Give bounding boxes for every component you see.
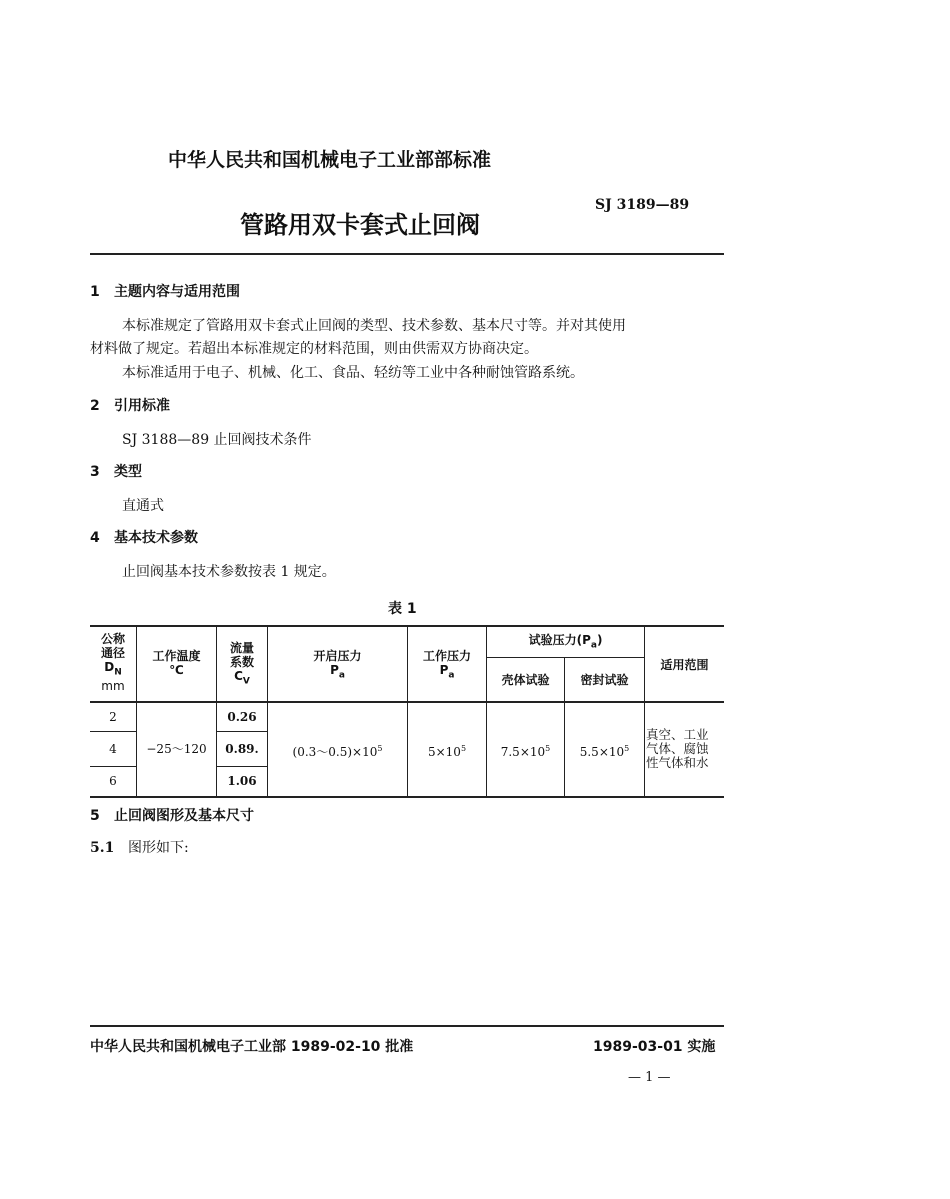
cell-seal-test: $5.5\times 10^5$ (579, 744, 630, 759)
table-row-line (216, 766, 267, 767)
section-1-paragraph-1-line-2: 材料做了规定。若超出本标准规定的材料范围，则由供需双方协商决定。 (90, 341, 538, 357)
table-caption: 表 1 (388, 601, 417, 617)
cell-flow: 0.26 (227, 710, 257, 724)
header-shell-test: 壳体试验 (501, 673, 550, 687)
standard-code: SJ 3189—89 (595, 197, 690, 213)
cell-flow: 0.89. (225, 742, 259, 756)
table-col-line (644, 625, 645, 797)
section-1-paragraph-2: 本标准适用于电子、机械、化工、食品、轻纺等工业中各种耐蚀管路系统。 (122, 365, 584, 381)
section-4-paragraph: 止回阀基本技术参数按表 1 规定。 (122, 564, 336, 580)
cell-dn: 2 (109, 710, 117, 724)
cell-working-pressure: $5\times 10^5$ (427, 744, 467, 759)
section-1-paragraph-1-line-1: 本标准规定了管路用双卡套式止回阀的类型、技术参数、基本尺寸等。并对其使用 (122, 318, 626, 334)
header-temperature: 工作温度 ℃ (152, 649, 201, 677)
cell-flow: 1.06 (227, 774, 257, 788)
header-scope: 适用范围 (660, 658, 709, 672)
table-row-line (216, 731, 267, 732)
section-number: 5 (90, 808, 100, 824)
section-number: 4 (90, 530, 100, 546)
header-dn: 公称 通径 $D_N$ mm (100, 632, 125, 694)
page-number: — 1 — (628, 1070, 671, 1085)
section-3-heading (90, 461, 142, 481)
section-title: 类型 (114, 464, 142, 480)
section-title: 止回阀图形及基本尺寸 (114, 808, 254, 824)
cell-opening-pressure: $(0.3\sim 0.5)\times 10^5$ (292, 744, 383, 759)
cell-temperature: −25～120 (146, 742, 207, 756)
section-3-paragraph: 直通式 (122, 498, 164, 514)
table-subheader-line (486, 657, 644, 658)
section-title: 引用标准 (114, 398, 170, 414)
section-2-paragraph: SJ 3188—89 止回阀技术条件 (122, 432, 312, 448)
header-working-pressure: 工作压力 $P_a$ (422, 649, 471, 681)
bottom-rule (90, 1025, 724, 1027)
top-rule (90, 253, 724, 255)
subsection-number: 5.1 (90, 840, 115, 856)
header-flow-coefficient: 流量 系数 $C_V$ (229, 641, 254, 687)
header-seal-test: 密封试验 (580, 673, 629, 687)
effective-date: 1989-03-01 实施 (593, 1039, 716, 1055)
cell-scope: 真空、工业 气体、腐蚀 性气体和水 (646, 727, 709, 770)
section-4-heading (90, 527, 198, 547)
table-row-line (90, 731, 136, 732)
ministry-title: 中华人民共和国机械电子工业部部标准 (168, 149, 492, 171)
header-test-pressure: 试验压力$(P_a)$ (528, 633, 603, 651)
section-2-heading (90, 395, 170, 415)
section-5-heading (90, 805, 254, 825)
section-5-1 (90, 837, 189, 857)
section-1-heading (90, 281, 240, 301)
section-number: 3 (90, 464, 100, 480)
subsection-text: 图形如下: (128, 840, 189, 856)
cell-dn: 4 (109, 742, 117, 756)
cell-shell-test: $7.5\times 10^5$ (500, 744, 551, 759)
section-title: 基本技术参数 (114, 530, 198, 546)
cell-dn: 6 (109, 774, 117, 788)
section-number: 1 (90, 284, 100, 300)
header-opening-pressure: 开启压力 $P_a$ (313, 649, 362, 681)
parameters-table (90, 625, 724, 797)
standard-title: 管路用双卡套式止回阀 (240, 211, 480, 239)
approval-line: 中华人民共和国机械电子工业部 1989-02-10 批准 (90, 1039, 414, 1055)
section-number: 2 (90, 398, 100, 414)
table-row-line (90, 766, 136, 767)
section-title: 主题内容与适用范围 (114, 284, 240, 300)
